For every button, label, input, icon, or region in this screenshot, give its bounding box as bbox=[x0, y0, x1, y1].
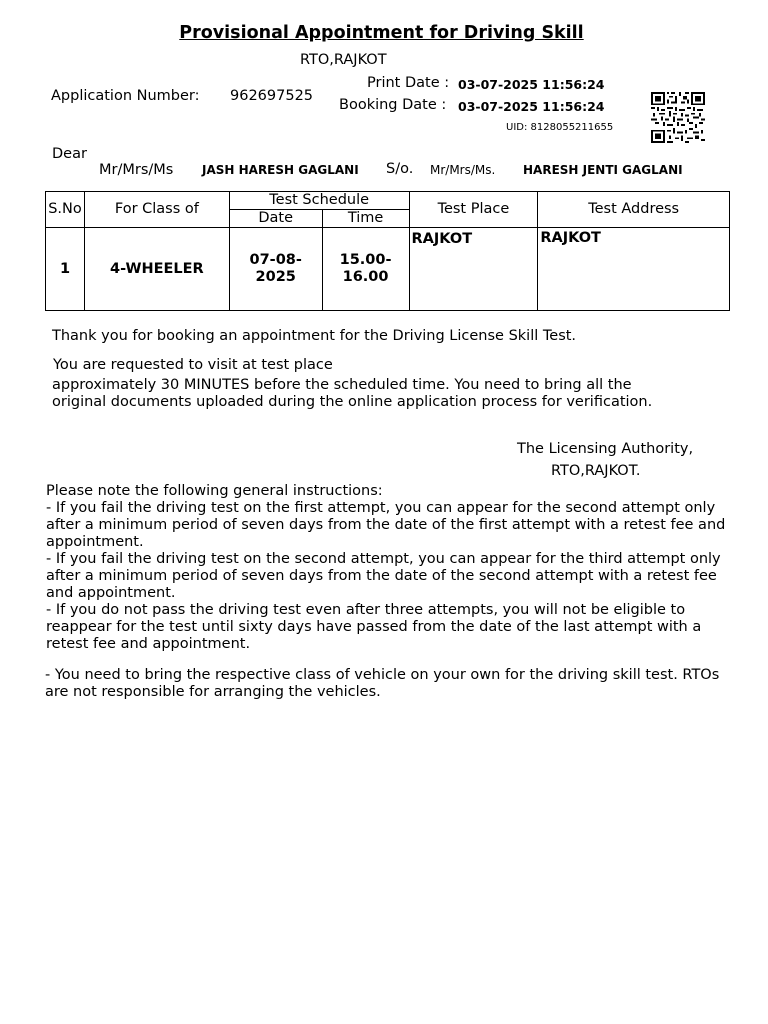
row-time-line1: 15.00- bbox=[339, 252, 392, 268]
header-sno: S.No bbox=[46, 192, 85, 228]
row-class: 4-WHEELER bbox=[84, 228, 229, 311]
row-date bbox=[229, 228, 322, 311]
parent-name: HARESH JENTI GAGLANI bbox=[523, 163, 683, 177]
row-address: RAJKOT bbox=[538, 228, 730, 311]
header-date: Date bbox=[229, 210, 322, 228]
authority-line-2: RTO,RAJKOT. bbox=[551, 463, 641, 479]
header-time: Time bbox=[322, 210, 409, 228]
document-title: Provisional Appointment for Driving Skill bbox=[179, 23, 584, 43]
booking-date-value: 03-07-2025 11:56:24 bbox=[458, 99, 605, 114]
relation-label: S/o. bbox=[386, 161, 414, 177]
application-number-label: Application Number: bbox=[51, 88, 200, 104]
header-class: For Class of bbox=[84, 192, 229, 228]
table-row bbox=[46, 228, 730, 311]
instruction-item-3: - If you do not pass the driving test even after three attempts, you will not be eligible to reappear for the test until sixty days have passed from the date of the last attempt with a retest fee and appointment. bbox=[46, 602, 702, 652]
greeting-dear: Dear bbox=[52, 146, 87, 162]
qr-code-icon bbox=[651, 92, 705, 143]
instruction-item-1: - If you fail the driving test on the first attempt, you can appear for the second attempt only after a minimum period of seven days from the date of the first attempt with a retest fee and appointment. bbox=[46, 500, 726, 550]
schedule-table bbox=[45, 191, 730, 311]
parent-salutation: Mr/Mrs/Ms. bbox=[430, 163, 496, 177]
thank-you-text: Thank you for booking an appointment for the Driving License Skill Test. bbox=[52, 328, 577, 344]
authority-line-1: The Licensing Authority, bbox=[517, 441, 694, 457]
applicant-salutation: Mr/Mrs/Ms bbox=[99, 162, 174, 178]
row-date-line2: 2025 bbox=[255, 269, 296, 285]
row-sno: 1 bbox=[46, 228, 85, 311]
visit-line-3: original documents uploaded during the online application process for verification. bbox=[52, 394, 653, 410]
instruction-item-2: - If you fail the driving test on the second attempt, you can appear for the third attempt only after a minimum period of seven days from the date of the second attempt with a retest fee and appointment. bbox=[46, 551, 721, 601]
instruction-item-4: - You need to bring the respective class of vehicle on your own for the driving skill test. RTOs are not responsible for arranging the vehicles. bbox=[45, 667, 720, 700]
row-date-line1: 07-08- bbox=[249, 252, 302, 268]
booking-date-label: Booking Date : bbox=[339, 97, 447, 113]
uid-text: UID: 8128055211655 bbox=[506, 122, 614, 133]
applicant-name: JASH HARESH GAGLANI bbox=[202, 163, 359, 177]
row-time-line2: 16.00 bbox=[342, 269, 389, 285]
row-time bbox=[322, 228, 409, 311]
header-schedule: Test Schedule bbox=[229, 192, 409, 210]
print-date-value: 03-07-2025 11:56:24 bbox=[458, 77, 605, 92]
application-number-value: 962697525 bbox=[230, 88, 314, 104]
visit-line-2: approximately 30 MINUTES before the scheduled time. You need to bring all the bbox=[52, 377, 632, 393]
row-place: RAJKOT bbox=[409, 228, 538, 311]
visit-line-1: You are requested to visit at test place bbox=[53, 357, 333, 373]
print-date-label: Print Date : bbox=[367, 75, 450, 91]
instructions-block bbox=[46, 483, 746, 653]
table-header-row bbox=[46, 192, 730, 210]
office-name: RTO,RAJKOT bbox=[300, 52, 387, 68]
instructions-heading: Please note the following general instructions: bbox=[46, 483, 383, 499]
header-place: Test Place bbox=[409, 192, 538, 228]
header-address: Test Address bbox=[538, 192, 730, 228]
